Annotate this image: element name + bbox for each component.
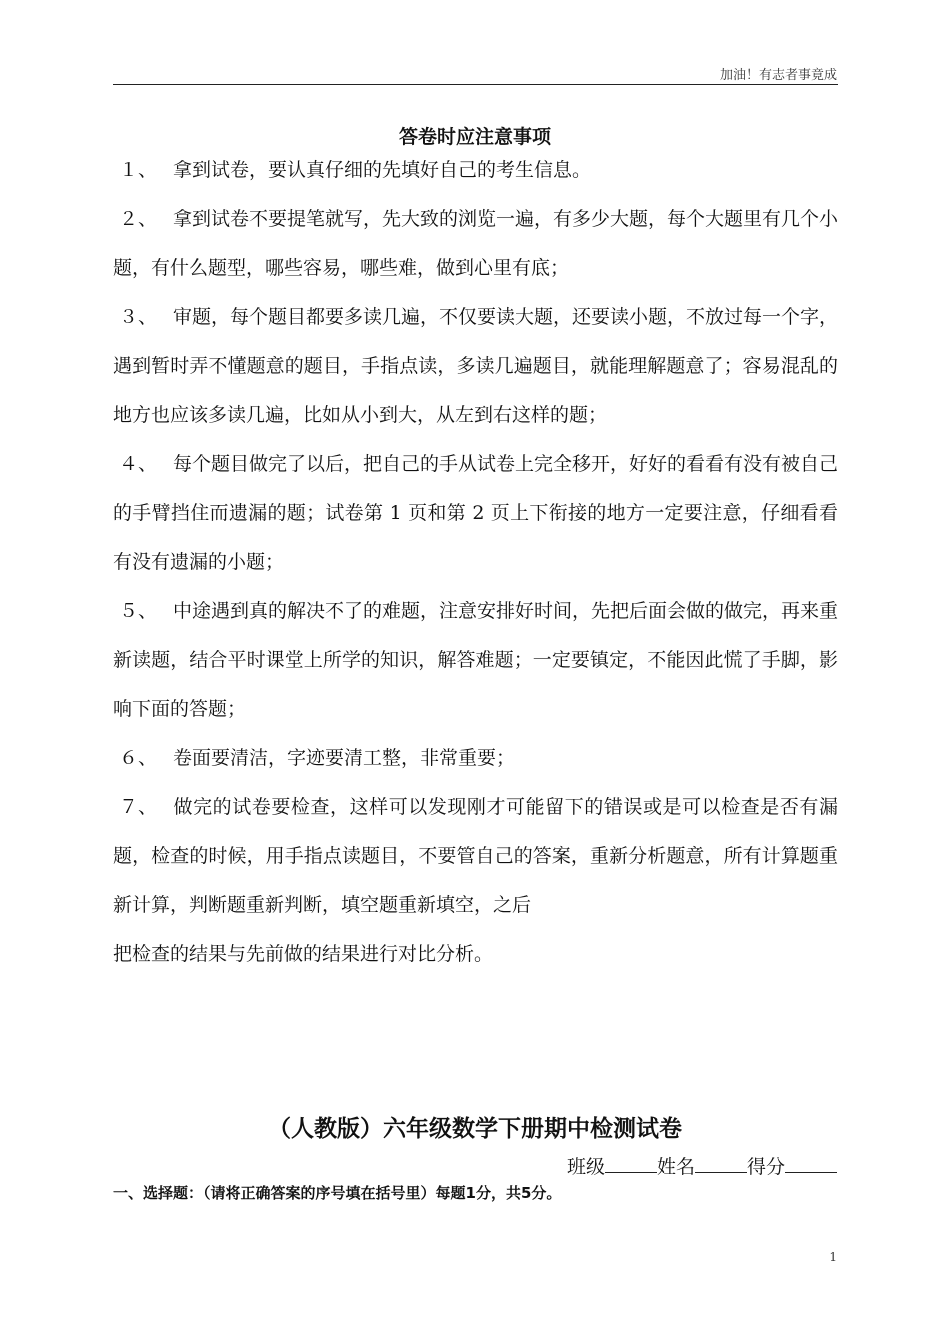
note-number: １、 bbox=[119, 159, 158, 181]
score-label: 得分 bbox=[746, 1156, 785, 1178]
page-number: 1 bbox=[829, 1250, 837, 1264]
note-item bbox=[113, 195, 838, 293]
class-label: 班级 bbox=[566, 1156, 605, 1178]
name-label: 姓名 bbox=[656, 1156, 695, 1178]
score-blank[interactable] bbox=[785, 1154, 837, 1173]
note-number: ５、 bbox=[119, 600, 158, 622]
note-item bbox=[113, 587, 838, 734]
header-motto: 加油！有志者事竟成 bbox=[719, 68, 837, 83]
note-number: ４、 bbox=[119, 453, 158, 475]
note-number: ６、 bbox=[119, 747, 158, 769]
class-blank[interactable] bbox=[605, 1154, 657, 1173]
note-text: 卷面要清洁，字迹要清工整，非常重要； bbox=[173, 747, 516, 769]
note-text: 中途遇到真的解决不了的难题，注意安排好时间，先把后面会做的做完，再来重新读题，结合平时课堂上所学的知识，解答难题；一定要镇定，不能因此慌了手脚，影响下面的答题； bbox=[113, 600, 839, 720]
note-item bbox=[113, 734, 838, 783]
notes-body bbox=[113, 146, 838, 979]
note-text: 做完的试卷要检查，这样可以发现刚才可能留下的错误或是可以检查是否有漏题，检查的时候，用手指点读题目，不要管自己的答案，重新分析题意，所有计算题重新计算，判断题重新判断，填空题重新填空，之后 bbox=[113, 796, 838, 916]
note-text: 每个题目做完了以后，把自己的手从试卷上完全移开，好好的看看有没有被自己的手臂挡住而遗漏的题；试卷第 1 页和第 2 页上下衔接的地方一定要注意，仔细看看有没有遗漏的小题； bbox=[113, 453, 839, 573]
note-item bbox=[113, 783, 838, 930]
notes-title: 答卷时应注意事项 bbox=[398, 126, 551, 148]
note-number: ７、 bbox=[119, 796, 158, 818]
student-info-line bbox=[567, 1152, 837, 1179]
note-item bbox=[113, 440, 838, 587]
note-number: ３、 bbox=[119, 306, 158, 328]
note-item bbox=[113, 146, 838, 195]
note-number: ２、 bbox=[119, 208, 158, 230]
note-text: 拿到试卷，要认真仔细的先填好自己的考生信息。 bbox=[173, 159, 592, 181]
note-item bbox=[113, 293, 838, 440]
section-heading: 一、选择题：（请将正确答案的序号填在括号里）每题1分，共5分。 bbox=[113, 1184, 562, 1202]
name-blank[interactable] bbox=[695, 1154, 747, 1173]
note-text: 拿到试卷不要提笔就写，先大致的浏览一遍，有多少大题，每个大题里有几个小题，有什么题型，哪些容易，哪些难，做到心里有底； bbox=[113, 208, 839, 279]
exam-title: （人教版）六年级数学下册期中检测试卷 bbox=[268, 1116, 682, 1142]
note-closing: 把检查的结果与先前做的结果进行对比分析。 bbox=[113, 943, 494, 965]
header-divider bbox=[113, 84, 838, 85]
note-text: 审题，每个题目都要多读几遍，不仅要读大题，还要读小题，不放过每一个字，遇到暂时弄不懂题意的题目，手指点读，多读几遍题目，就能理解题意了；容易混乱的地方也应该多读几遍，比如从小到大，从左到右这样的题； bbox=[113, 306, 839, 426]
